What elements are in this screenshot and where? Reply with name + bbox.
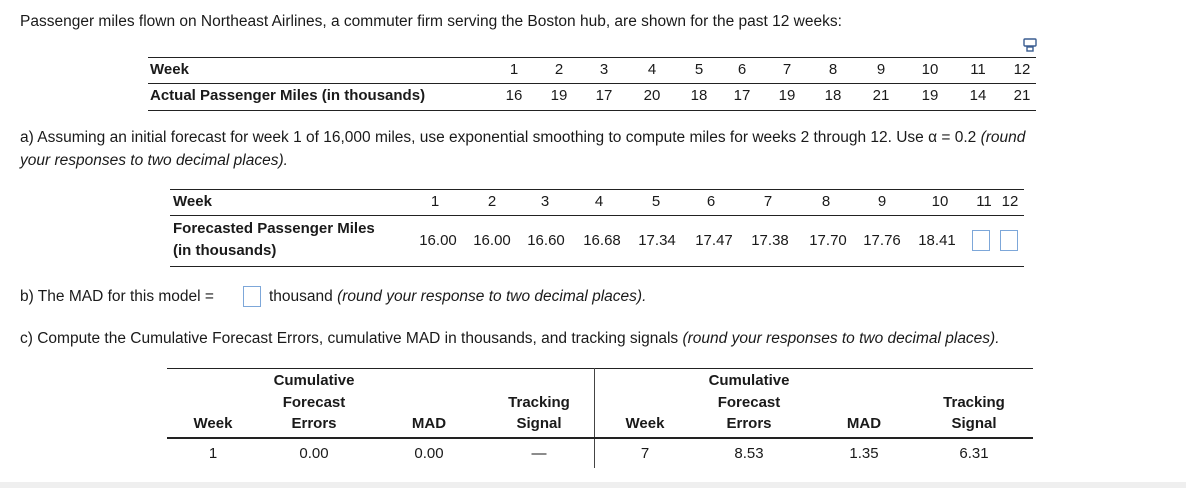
header-ts-1-left: Tracking (508, 394, 570, 411)
header-ts-1-right: Tracking (943, 394, 1005, 411)
part-a-italic: (round (980, 129, 1026, 146)
table1-week: 6 (737, 61, 747, 78)
table1-week: 9 (876, 61, 886, 78)
table1-week: 12 (1013, 61, 1031, 78)
part-b-suffix (269, 288, 646, 306)
table1-top-rule (148, 57, 1036, 58)
table2-forecast: 16.00 (419, 232, 457, 249)
part-a-text: a) Assuming an initial forecast for week 1 of 16,000 miles, use exponential smoothing to compute miles for weeks 2 through 12. Use α = 0.2 (20, 129, 981, 146)
row-mad-right: 1.35 (849, 445, 879, 462)
table2-forecast: 17.38 (751, 232, 789, 249)
header-cfe-1-left: Cumulative (273, 372, 355, 389)
part-a-line2: your responses to two decimal places). (20, 152, 288, 169)
forecast-week-12-input[interactable] (1000, 230, 1018, 251)
table2-week: 2 (487, 193, 497, 210)
table2-forecast: 17.34 (638, 232, 676, 249)
table3-divider (594, 368, 595, 468)
table2-mid-rule (170, 215, 1024, 216)
row-ts-left: — (531, 445, 547, 462)
table2-week-label: Week (173, 193, 212, 210)
table1-actual: 19 (921, 87, 939, 104)
table2-week: 10 (931, 193, 949, 210)
table2-forecast: 16.68 (583, 232, 621, 249)
table2-forecast: 16.00 (473, 232, 511, 249)
table1-week: 1 (509, 61, 519, 78)
table1-week: 2 (554, 61, 564, 78)
table1-week: 5 (694, 61, 704, 78)
table3-header-rule (167, 437, 1033, 439)
part-a-line1 (20, 129, 1025, 147)
table1-actual: 14 (969, 87, 987, 104)
table1-mid-rule (148, 83, 1036, 84)
bottom-strip (0, 482, 1186, 488)
mad-input[interactable] (243, 286, 261, 307)
part-b-italic: (round your response to two decimal places). (337, 288, 647, 305)
header-cfe-1-right: Cumulative (708, 372, 790, 389)
part-b-prefix: b) The MAD for this model = (20, 288, 214, 305)
table2-forecast-label-2: (in thousands) (173, 242, 277, 259)
table1-actual: 21 (1013, 87, 1031, 104)
row-ts-right: 6.31 (959, 445, 989, 462)
copy-icon[interactable] (1022, 38, 1038, 52)
table2-forecast: 17.70 (809, 232, 847, 249)
header-ts-2-right: Signal (951, 415, 997, 432)
header-week-left: Week (193, 415, 233, 432)
table2-forecast-label-1: Forecasted Passenger Miles (173, 220, 375, 237)
intro-text: Passenger miles flown on Northeast Airlines, a commuter firm serving the Boston hub, are shown for the past 12 weeks: (20, 13, 842, 30)
part-c-italic: (round your responses to two decimal places). (682, 330, 1000, 347)
table2-forecast: 17.76 (863, 232, 901, 249)
table2-bottom-rule (170, 266, 1024, 267)
header-cfe-2-left: Forecast (282, 394, 346, 411)
table1-week: 3 (599, 61, 609, 78)
row-mad-left: 0.00 (414, 445, 444, 462)
row-week-right: 7 (640, 445, 650, 462)
header-ts-2-left: Signal (516, 415, 562, 432)
table1-actual: 18 (690, 87, 708, 104)
table1-actual: 21 (872, 87, 890, 104)
header-week-right: Week (625, 415, 665, 432)
part-c-normal: c) Compute the Cumulative Forecast Errors, cumulative MAD in thousands, and tracking signals (20, 330, 683, 347)
table1-actual: 17 (595, 87, 613, 104)
table1-actual: 19 (550, 87, 568, 104)
table2-forecast: 16.60 (527, 232, 565, 249)
header-mad-right: MAD (846, 415, 882, 432)
table1-actual: 18 (824, 87, 842, 104)
header-mad-left: MAD (411, 415, 447, 432)
table2-top-rule (170, 189, 1024, 190)
part-c-text (20, 330, 1000, 348)
table3-top-rule (167, 368, 1033, 369)
table1-week-label: Week (150, 61, 189, 78)
table1-actual-label: Actual Passenger Miles (in thousands) (150, 87, 426, 104)
row-cfe-right: 8.53 (734, 445, 764, 462)
table2-week: 9 (877, 193, 887, 210)
row-week-left: 1 (208, 445, 218, 462)
table1-week: 10 (921, 61, 939, 78)
header-cfe-2-right: Forecast (717, 394, 781, 411)
table2-week: 12 (1001, 193, 1019, 210)
table1-week: 4 (647, 61, 657, 78)
row-cfe-left: 0.00 (299, 445, 329, 462)
table2-week: 7 (763, 193, 773, 210)
table2-forecast: 18.41 (918, 232, 956, 249)
table1-bottom-rule (148, 110, 1036, 111)
table2-week: 3 (540, 193, 550, 210)
table2-week: 5 (651, 193, 661, 210)
part-b-unit: thousand (269, 288, 338, 305)
header-cfe-3-left: Errors (291, 415, 337, 432)
table1-actual: 20 (643, 87, 661, 104)
table1-actual: 17 (733, 87, 751, 104)
table2-forecast: 17.47 (695, 232, 733, 249)
forecast-week-11-input[interactable] (972, 230, 990, 251)
table1-week: 8 (828, 61, 838, 78)
table2-week: 8 (821, 193, 831, 210)
table2-week: 11 (976, 193, 992, 210)
header-cfe-3-right: Errors (726, 415, 772, 432)
table2-week: 1 (430, 193, 440, 210)
table1-actual: 16 (505, 87, 523, 104)
table1-actual: 19 (778, 87, 796, 104)
table1-week: 7 (782, 61, 792, 78)
table1-week: 11 (970, 61, 986, 78)
table2-week: 4 (594, 193, 604, 210)
table2-week: 6 (706, 193, 716, 210)
